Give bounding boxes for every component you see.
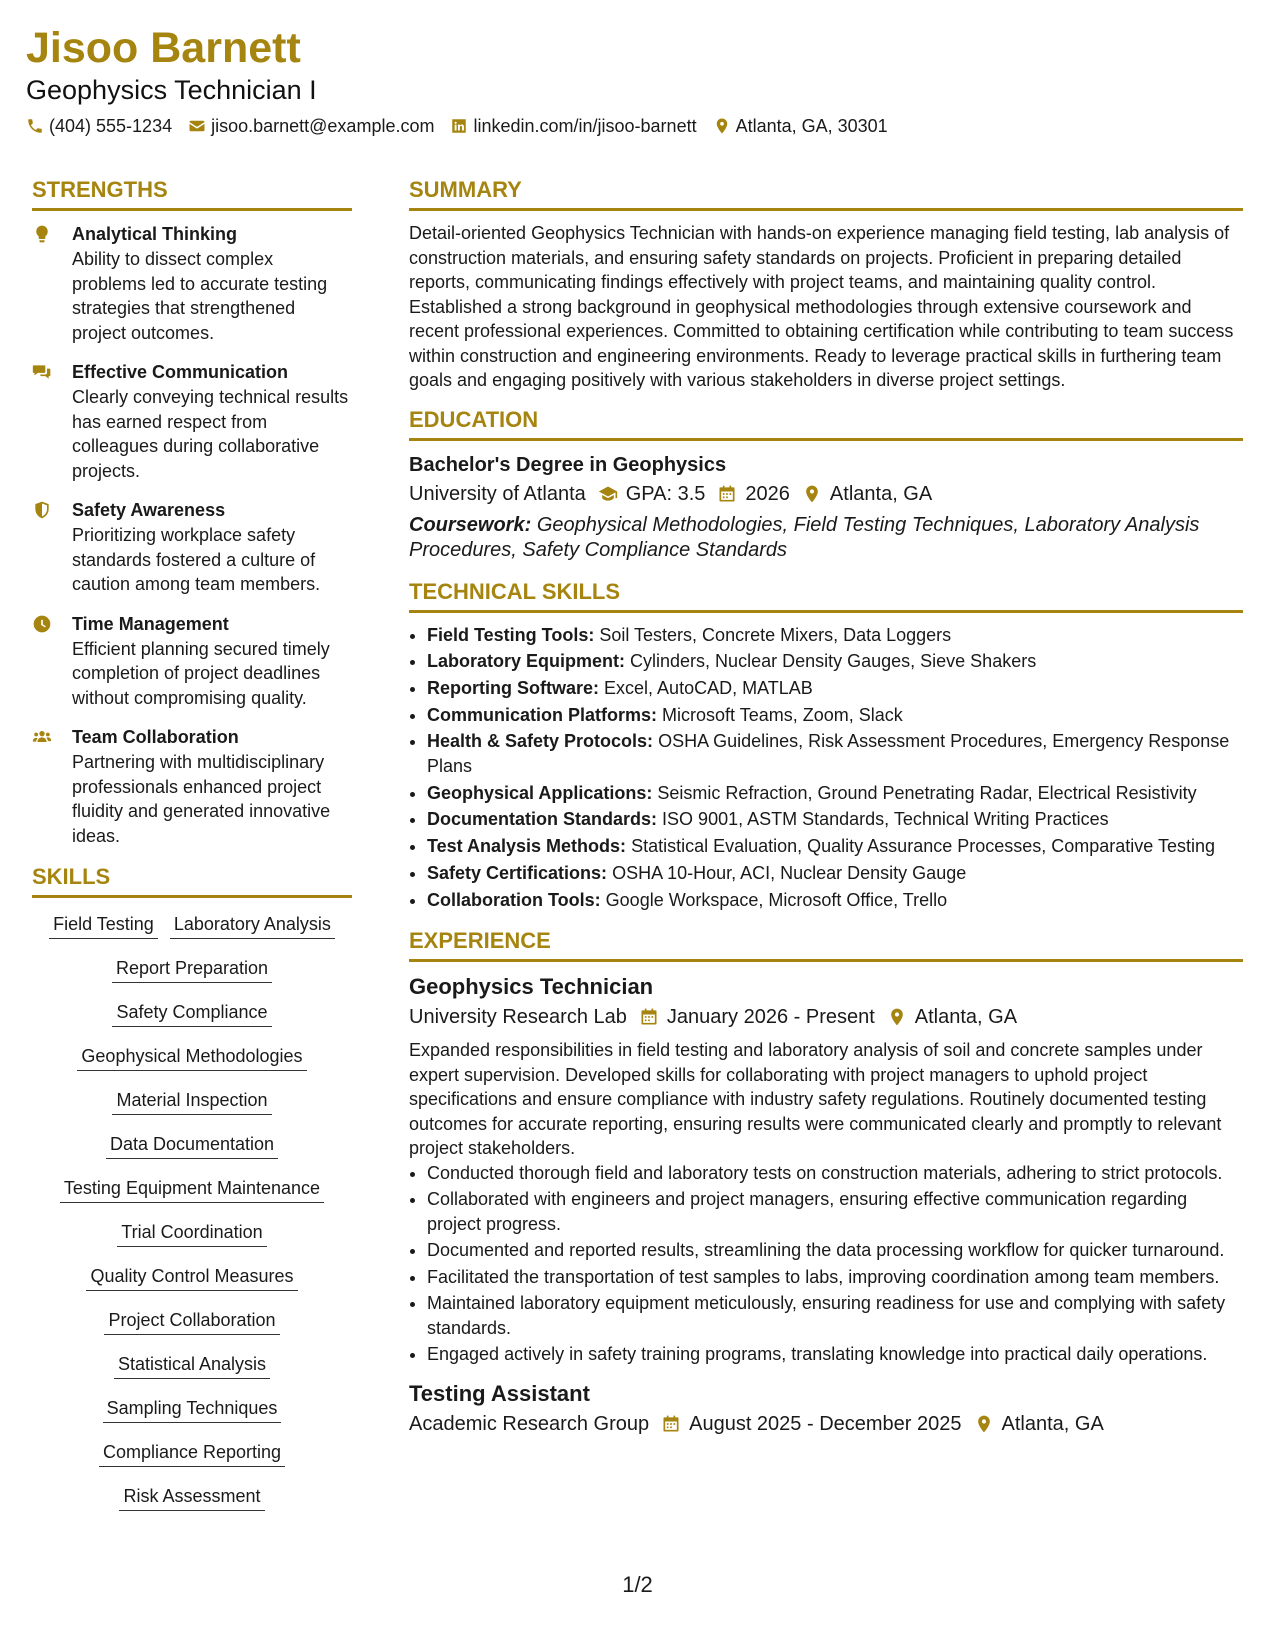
list-item: • Collaborated with engineers and project managers, ensuring effective communication regarding project progress. xyxy=(427,1187,1243,1236)
contact-linkedin-text: linkedin.com/in/jisoo-barnett xyxy=(473,116,697,136)
tech-skill-value: Google Workspace, Microsoft Office, Trello xyxy=(605,889,948,910)
linkedin-icon xyxy=(450,117,468,135)
strength-title: Time Management xyxy=(72,613,229,634)
skill-tag: Risk Assessment xyxy=(119,1484,264,1511)
strength-desc: Prioritizing workplace safety standards fostered a culture of caution among team members. xyxy=(72,525,321,594)
strength-title: Effective Communication xyxy=(72,362,289,382)
map-pin-icon xyxy=(887,1007,907,1027)
strength-item xyxy=(32,497,352,597)
skill-tag: Report Preparation xyxy=(112,956,272,983)
list-item xyxy=(427,729,1243,778)
tech-skill-label: Test Analysis Methods: xyxy=(427,836,627,857)
job-location: Atlanta, GA xyxy=(1001,1412,1104,1435)
tech-skill-label: Collaboration Tools: xyxy=(427,889,601,910)
left-column xyxy=(32,175,352,1511)
map-pin-icon xyxy=(974,1414,994,1434)
experience-heading: EXPERIENCE xyxy=(409,926,1243,962)
calendar-icon xyxy=(639,1007,659,1027)
job-entry xyxy=(409,972,1243,1367)
technical-skills-heading: TECHNICAL SKILLS xyxy=(409,577,1243,613)
list-item xyxy=(427,834,1243,859)
right-column xyxy=(409,175,1243,1439)
clock-icon xyxy=(32,614,52,634)
shield-icon xyxy=(32,500,52,520)
tech-skill-label: Communication Platforms: xyxy=(427,704,658,725)
list-item: • Engaged actively in safety training programs, translating knowledge into practical daily operations. xyxy=(427,1342,1243,1367)
job-meta xyxy=(409,1409,1243,1439)
list-item xyxy=(427,861,1243,886)
job-bullets xyxy=(409,1161,1243,1367)
job-dates: January 2026 - Present xyxy=(666,1006,875,1029)
education-location: Atlanta, GA xyxy=(829,482,933,505)
coursework-text: Geophysical Methodologies, Field Testing Techniques, Laboratory Analysis Procedures, Safety Compliance Standards xyxy=(409,513,1200,561)
education-year: 2026 xyxy=(745,482,790,505)
contact-bar xyxy=(26,113,888,139)
skill-tag: Material Inspection xyxy=(112,1088,271,1115)
tech-skill-label: Health & Safety Protocols: xyxy=(427,731,654,752)
job-company: University Research Lab xyxy=(409,1006,627,1029)
strength-item xyxy=(32,611,352,711)
list-item xyxy=(427,623,1243,648)
lightbulb-icon xyxy=(32,224,52,244)
strength-item xyxy=(32,221,352,345)
contact-email-text: jisoo.barnett@example.com xyxy=(211,116,435,136)
tech-skill-value: Soil Testers, Concrete Mixers, Data Loggers xyxy=(599,624,952,645)
strength-item xyxy=(32,724,352,848)
skill-tag: Sampling Techniques xyxy=(103,1396,282,1423)
education-degree: Bachelor's Degree in Geophysics xyxy=(409,453,727,476)
coursework-label: Coursework: xyxy=(409,513,532,536)
job-entry xyxy=(409,1379,1243,1439)
skill-tag: Statistical Analysis xyxy=(114,1352,270,1379)
list-item xyxy=(427,703,1243,728)
strength-desc: Clearly conveying technical results has earned respect from colleagues during collaborative projects. xyxy=(72,387,349,481)
tech-skill-label: Geophysical Applications: xyxy=(427,782,653,803)
contact-location-text: Atlanta, GA, 30301 xyxy=(735,116,888,136)
contact-email[interactable] xyxy=(188,113,434,139)
list-item xyxy=(427,781,1243,806)
strength-desc: Efficient planning secured timely completion of project deadlines without compromising quality. xyxy=(72,638,330,708)
candidate-title: Geophysics Technician I xyxy=(26,75,317,105)
tech-skill-label: Reporting Software: xyxy=(427,677,600,698)
tech-skill-value: Statistical Evaluation, Quality Assurance Processes, Comparative Testing xyxy=(631,836,1216,857)
page-number: 1/2 xyxy=(622,1572,653,1597)
education-gpa: GPA: 3.5 xyxy=(625,482,706,505)
education-heading: EDUCATION xyxy=(409,405,1243,441)
strength-desc: Ability to dissect complex problems led to accurate testing strategies that strengthened project outcomes. xyxy=(72,249,328,343)
tech-skill-value: OSHA 10-Hour, ACI, Nuclear Density Gauge xyxy=(612,862,967,883)
map-pin-icon xyxy=(802,484,822,504)
strength-title: Team Collaboration xyxy=(72,727,239,747)
tech-skill-value: Seismic Refraction, Ground Penetrating Radar, Electrical Resistivity xyxy=(657,782,1197,803)
skills-heading: SKILLS xyxy=(32,862,352,898)
list-item: • Documented and reported results, streamlining the data processing workflow for quicker turnaround. xyxy=(427,1238,1243,1263)
calendar-icon xyxy=(717,484,737,504)
skill-tag: Trial Coordination xyxy=(117,1220,266,1247)
skill-tag: Geophysical Methodologies xyxy=(77,1044,306,1071)
skill-tag: Field Testing xyxy=(49,912,158,939)
strengths-heading: STRENGTHS xyxy=(32,175,352,211)
education-coursework xyxy=(409,513,1243,563)
skill-tag: Data Documentation xyxy=(106,1132,278,1159)
job-dates: August 2025 - December 2025 xyxy=(689,1412,962,1435)
skill-tag: Laboratory Analysis xyxy=(170,912,335,939)
job-description: Expanded responsibilities in field testing and laboratory analysis of soil and concrete samples under expert supervision. Developed skills for collaborating with project managers to uphold project specifications and ensure compliance with industry safety regulations. Routinely documented testing outcomes for accurate reporting, ensuring results were communicated clearly and promptly to relevant project stakeholders. xyxy=(409,1040,1222,1159)
skill-tag: Quality Control Measures xyxy=(86,1264,297,1291)
envelope-icon xyxy=(188,117,206,135)
tech-skill-value: Excel, AutoCAD, MATLAB xyxy=(604,677,813,698)
tech-skill-label: Field Testing Tools: xyxy=(427,624,595,645)
tech-skill-value: OSHA Guidelines, Risk Assessment Procedures, Emergency Response Plans xyxy=(427,731,1230,777)
graduation-cap-icon xyxy=(598,484,618,504)
list-item: • Conducted thorough field and laboratory tests on construction materials, adhering to strict protocols. xyxy=(427,1161,1243,1186)
job-meta xyxy=(409,1002,1243,1032)
chat-bubbles-icon xyxy=(32,362,52,382)
job-location: Atlanta, GA xyxy=(914,1006,1018,1029)
tech-skill-label: Documentation Standards: xyxy=(427,809,658,830)
job-title: Geophysics Technician xyxy=(409,974,654,1000)
tech-skill-value: Microsoft Teams, Zoom, Slack xyxy=(662,704,903,725)
strength-desc: Partnering with multidisciplinary professionals enhanced project fluidity and generated innovative ideas. xyxy=(72,752,331,846)
summary-heading: SUMMARY xyxy=(409,175,1243,211)
skills-list xyxy=(32,908,352,1511)
strength-title: Analytical Thinking xyxy=(72,224,238,244)
phone-icon xyxy=(26,117,44,135)
contact-location xyxy=(713,113,888,139)
contact-phone xyxy=(26,113,172,139)
skill-tag: Safety Compliance xyxy=(112,1000,271,1027)
list-item xyxy=(427,807,1243,832)
tech-skill-label: Laboratory Equipment: xyxy=(427,651,626,672)
list-item: • Maintained laboratory equipment meticulously, ensuring readiness for use and complying with safety standards. xyxy=(427,1291,1243,1340)
list-item xyxy=(427,888,1243,913)
job-company: Academic Research Group xyxy=(409,1412,650,1435)
list-item xyxy=(427,676,1243,701)
strength-title: Safety Awareness xyxy=(72,500,226,520)
summary-text: Detail-oriented Geophysics Technician with hands-on experience managing field testing, lab analysis of construction materials, and ensuring safety standards on projects. Proficient in preparing detailed reports, communicating findings effectively with project teams, and maintaining quality control. Established a strong background in geophysical methodologies through extensive coursework and recent professional experiences. Committed to obtaining certification while contributing to team success within construction and engineering environments. Ready to leverage practical skills in furthering team goals and engaging positively with various stakeholders in diverse project settings. xyxy=(409,223,1234,390)
list-item xyxy=(427,649,1243,674)
map-pin-icon xyxy=(713,117,731,135)
calendar-icon xyxy=(661,1414,681,1434)
technical-skills-list xyxy=(409,623,1243,913)
strength-item xyxy=(32,359,352,483)
education-meta xyxy=(409,479,1243,509)
contact-phone-text: (404) 555-1234 xyxy=(49,116,173,136)
candidate-name: Jisoo Barnett xyxy=(26,24,301,72)
contact-linkedin[interactable] xyxy=(450,113,696,139)
tech-skill-value: Cylinders, Nuclear Density Gauges, Sieve Shakers xyxy=(630,651,1037,672)
skill-tag: Compliance Reporting xyxy=(99,1440,285,1467)
tech-skill-value: ISO 9001, ASTM Standards, Technical Writing Practices xyxy=(662,809,1109,830)
education-school: University of Atlanta xyxy=(409,482,586,505)
list-item: • Facilitated the transportation of test samples to labs, improving coordination among team members. xyxy=(427,1265,1243,1290)
users-icon xyxy=(32,727,52,747)
job-title: Testing Assistant xyxy=(409,1380,590,1406)
skill-tag: Project Collaboration xyxy=(104,1308,279,1335)
tech-skill-label: Safety Certifications: xyxy=(427,862,608,883)
skill-tag: Testing Equipment Maintenance xyxy=(60,1176,324,1203)
